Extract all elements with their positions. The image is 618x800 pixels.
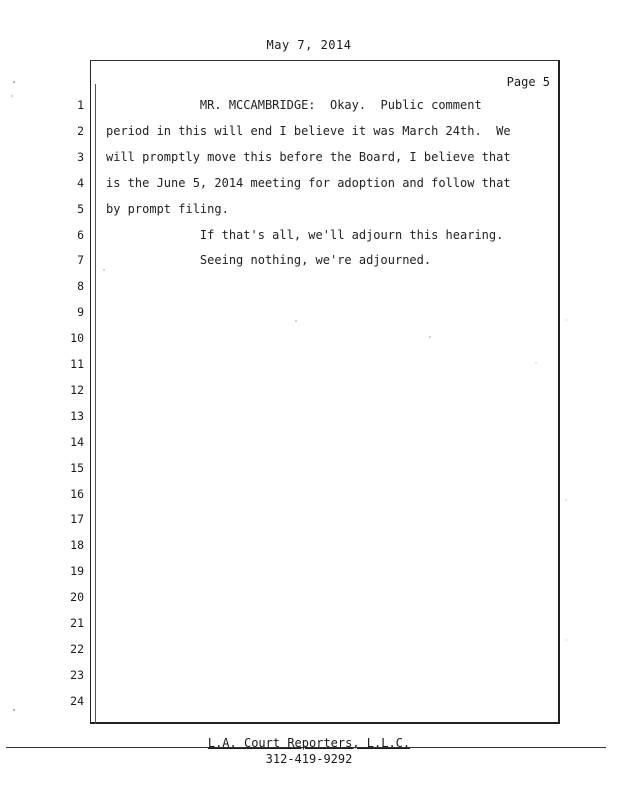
line-number: 20 <box>70 590 84 605</box>
line-number: 1 <box>77 98 84 112</box>
line-number: 16 <box>70 486 84 501</box>
line-number: 24 <box>70 693 84 708</box>
line-text: is the June 5, 2014 meeting for adoption and follow that <box>106 175 511 190</box>
line-number: 12 <box>70 382 84 397</box>
line-number: 21 <box>70 616 84 630</box>
line-text: If that's all, we'll adjourn this hearing. <box>106 227 504 242</box>
line-number: 13 <box>70 408 84 423</box>
line-number: 23 <box>70 667 84 682</box>
line-number: 14 <box>70 434 84 449</box>
line-number: 10 <box>70 331 84 346</box>
line-text: by prompt filing. <box>106 201 229 216</box>
line-number: 7 <box>77 253 84 268</box>
page-number: Page 5 <box>506 75 550 89</box>
line-number: 9 <box>77 305 84 320</box>
line-text: period in this will end I believe it was March 24th. We <box>106 123 511 138</box>
margin-rule <box>95 84 96 724</box>
line-number: 3 <box>77 149 84 164</box>
line-text: MR. MCCAMBRIDGE: Okay. Public comment <box>106 98 482 112</box>
line-number: 2 <box>77 123 84 138</box>
line-number: 15 <box>70 460 84 475</box>
line-number: 5 <box>77 201 84 216</box>
line-text: will promptly move this before the Board, I believe that <box>106 149 511 164</box>
court-reporter-phone: 312-419-9292 <box>265 752 353 766</box>
line-number: 6 <box>77 227 84 242</box>
footer-rule <box>6 747 606 748</box>
line-text: Seeing nothing, we're adjourned. <box>106 253 432 268</box>
court-reporter-company: L.A. Court Reporters, L.L.C. <box>207 736 411 750</box>
line-number: 22 <box>70 641 84 656</box>
line-number: 18 <box>70 538 84 553</box>
transcript-date: May 7, 2014 <box>266 38 352 52</box>
line-number: 19 <box>70 564 84 579</box>
line-number: 17 <box>70 512 84 527</box>
line-number: 8 <box>77 279 84 294</box>
line-number: 11 <box>70 357 84 371</box>
line-number: 4 <box>77 175 84 190</box>
